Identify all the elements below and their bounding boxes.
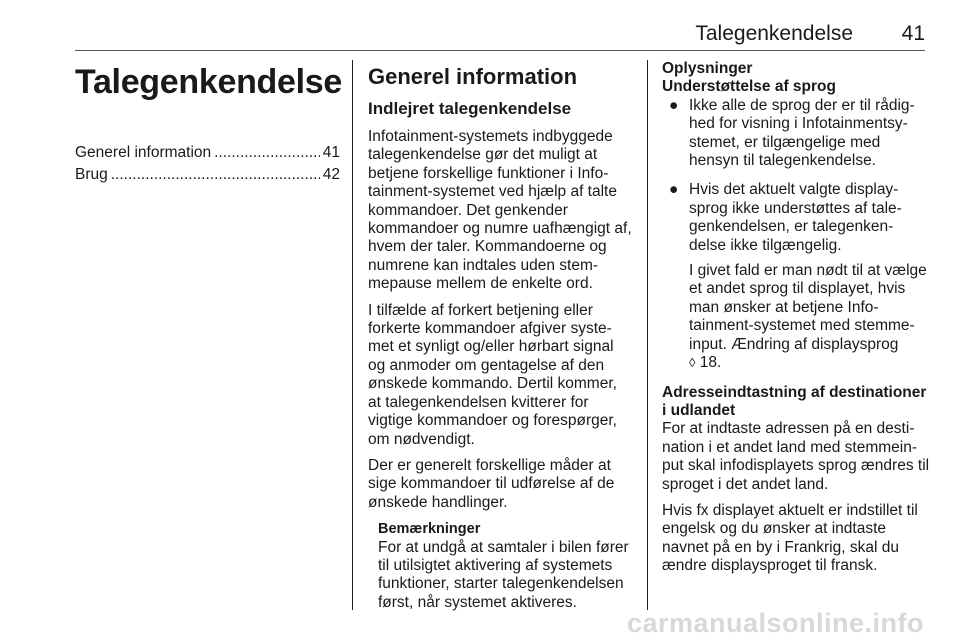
page-number: 41 <box>901 22 925 45</box>
toc-entry-label: Generel information <box>75 144 212 161</box>
toc-entry-label: Brug <box>75 166 108 184</box>
toc-entry-page: 42 <box>322 166 340 184</box>
column-toc <box>75 60 340 189</box>
toc-leader-dots <box>111 166 320 184</box>
watermark: carmanualsonline.info <box>626 608 924 638</box>
section-heading: Generel information <box>368 64 578 89</box>
bullet-icon: ● <box>669 181 679 199</box>
note-title: Bemærkninger <box>378 521 481 538</box>
bullet-followup <box>689 262 930 372</box>
paragraph: Hvis fx displayet aktuelt er indstillet til engelsk og du ønsker at indtaste navnet på en by i Frankrig, skal du ændre displaysproget til fransk. <box>662 501 918 575</box>
list-item <box>662 181 930 372</box>
column-general-information <box>368 60 633 612</box>
paragraph: For at indtaste adressen på en desti-nation i et andet land med stemmein-put skal infodisplayets sprog ændres til sproget i det andet land. <box>662 420 930 493</box>
cross-reference-page[interactable]: 18. <box>699 354 722 372</box>
bullet-text: Ikke alle de sprog der er til rådig-hed for visning i Infotainmentsy-stemet, er tilgængelige med hensyn til talegenkendelse. <box>689 96 915 170</box>
note-text: For at undgå at samtaler i bilen fører til utilsigtet aktivering af systemets funktioner, starter talegenkendelsen først, når systemet aktiveres. <box>378 538 629 611</box>
paragraph: I tilfælde af forkert betjening eller forkerte kommandoer afgiver syste-met et synligt og/eller hørbart signal og anmoder om gentagelse af den ønskede kommando. Dertil kommer, at talegenkendelsen kvitterer for vigtige kommandoer og forespørger, om nødvendigt. <box>368 301 617 448</box>
address-entry-heading: Adresseindtastning af destinationer i udlandet <box>662 383 927 419</box>
toc-leader-dots <box>214 144 320 162</box>
toc-entry-page: 41 <box>322 144 340 161</box>
column-information <box>662 60 930 584</box>
subsection-heading: Indlejret talegenkendelse <box>368 99 572 118</box>
bullet-icon: ● <box>669 96 679 114</box>
language-support-heading: Understøttelse af sprog <box>662 78 836 96</box>
info-label: Oplysninger <box>662 60 753 77</box>
running-header <box>75 22 925 48</box>
paragraph: Infotainment-systemets indbyggede talegenkendelse gør det muligt at betjene forskellige funktioner i Info-tainment-systemet ved hjælp af talte kommandoer. Det genkender kommandoer og numre uafhængigt af, hvem der taler. Kommandoerne og numrene kan indtales uden stem-mepause mellem de enkelte ord. <box>368 128 632 293</box>
bullet-followup-text: I givet fald er man nødt til at vælge et andet sprog til displayet, hvis man ønsker at betjene Info-tainment-systemet med stemme-input. Ændring af displaysprog <box>689 262 927 353</box>
column-divider-left <box>352 60 353 610</box>
column-divider-right <box>647 60 648 610</box>
toc-entry-general-information[interactable] <box>75 144 340 162</box>
toc-entry-usage[interactable] <box>75 166 340 184</box>
running-header-title: Talegenkendelse <box>695 22 853 45</box>
chapter-title: Talegenkendelse <box>75 63 342 101</box>
list-item <box>662 97 930 171</box>
header-rule <box>75 50 925 51</box>
cross-reference-icon: ◊ <box>689 355 696 371</box>
bullet-list <box>662 97 930 373</box>
note-box <box>378 520 633 612</box>
paragraph: Der er generelt forskellige måder at sige kommandoer til udførelse af de ønskede handlinger. <box>368 456 615 511</box>
bullet-text: Hvis det aktuelt valgte display-sprog ikke understøttes af tale-genkendelsen, er talegenken-delse ikke tilgængelig. <box>689 181 902 254</box>
